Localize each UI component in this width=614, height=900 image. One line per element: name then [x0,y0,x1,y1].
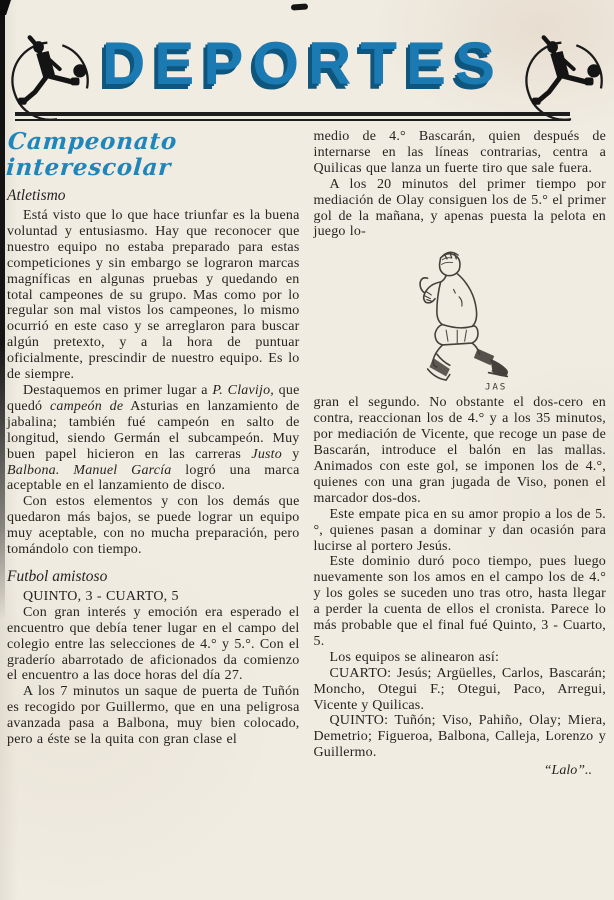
paragraph: Con gran interés y emoción era esperado el encuentro que debía tener lugar en el campo del colegio entre las selecciones de 4.° y 5.°. Con el graderío abarrotado de aficionados da comienzo el encuentro a las doce horas del día 27. [7,604,300,684]
paragraph: gran el segundo. No obstante el dos-cero en contra, reaccionan los de 4.° y a los 35 minutos, por mediación de Vicente, que recoge un pase de Bascarán, introduce el balón en las mallas. Animados con este gol, se imponen los de 4.°, quienes con una gran jugada de Viso, ponen el marcador dos-dos. [313,395,606,506]
paragraph: Los equipos se alinearon así: [329,649,500,665]
subhead-atletismo: Atletismo [7,187,66,204]
author-signature: “Lalo”.. [543,763,592,779]
paragraph: Destaquemos en primer lugar a P. Clavijo, que quedó campeón de Asturias en lanzamiento de jabalina; también fué campeón en salto de longitud, siendo Germán el subcampeón. Muy buen papel hicieron en las carreras Justo y Balbona. Manuel García logró una marca aceptable en el lanzamiento de disco. [7,382,300,494]
paragraph: Está visto que lo que hace triunfar es la buena voluntad y entusiasmo. Hay que reconocer que nuestro equipo no estaba preparado para estas competiciones y sin embargo se lograron marcas magníficas en algunas pruebas y quedando en total campeones de su grupo. Mas como por lo regular son mal vistos los campeones, lo mismo ocurrió en este caso y se arreglaron para buscar algún pretexto, y a la hora de puntuar oficialmente, prescindir de nuestro equipo. Es lo de siempre. [7,208,300,383]
paragraph: Este empate pica en su amor propio a los de 5.°, quienes pasan a dominar y dan ocasión para lucirse al portero Jesús. [313,506,606,554]
lineup-cuarto: CUARTO: Jesús; Argüelles, Carlos, Bascarán; Moncho, Otegui F.; Otegui, Paco, Arregui, Vicente y Quilicas. [313,665,606,713]
page-title: DEPORTES [101,30,505,97]
scoreline: QUINTO, 3 - CUARTO, 5 [23,588,179,604]
kneeling-footballer-sketch [314,243,607,393]
paragraph: Con estos elementos y con los demás que quedaron más bajos, se puede lograr un equipo muy aceptable, con no mucha preparación, pero tomándolo con tiempo. [7,494,300,558]
header-divider [15,112,570,122]
paragraph: Este dominio duró poco tiempo, pues luego nuevamente son los amos en el campo los de 4.° y los goles se suceden uno tras otro, hasta llegar a perder la cuenta de ellos el cronista. Parece lo más probable que el final fué Quinto, 3 - Cuarto, 5. [313,554,606,649]
illustration-signature: JAS [484,381,507,393]
paragraph: A los 20 minutos del primer tiempo por mediación de Olay consiguen los de 5.° el primer gol de la mañana, y apenas puesta la pelota en juego lo- [313,176,606,240]
paragraph: medio de 4.° Bascarán, quien después de internarse en las líneas contrarias, centra a Quilicas que lanza un fuerte tiro que sale fuera. [313,129,606,176]
subhead-futbol-amistoso: Futbol amistoso [7,567,108,585]
two-column-body [0,127,614,899]
page-header [0,0,614,127]
right-column [314,129,607,899]
lineup-quinto: QUINTO: Tuñón; Viso, Pahiño, Olay; Miera, Demetrio; Figueroa, Balbona, Calleja, Lorenzo y Guillermo. [313,713,606,761]
left-column [7,129,300,899]
paragraph: A los 7 minutos un saque de puerta de Tuñón es recogido por Guillermo, que en una peligrosa avanzada pasa a Balbona, muy bien colocado, pero a éste se la quita con gran clase el [7,684,300,748]
section-title: Campeonato interescolar [5,128,179,181]
